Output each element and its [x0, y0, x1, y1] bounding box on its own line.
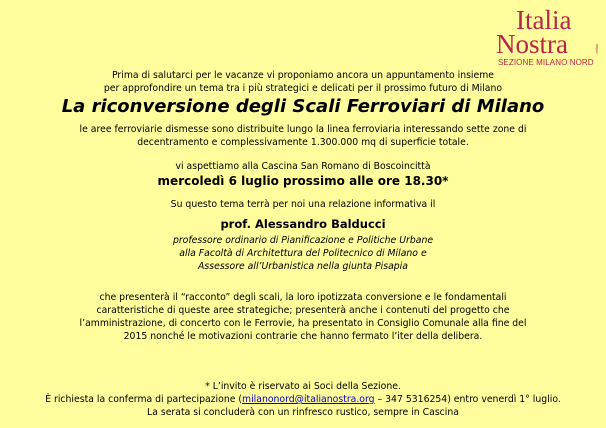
- summary-line-4: 2015 nonché le motivazioni contrarie che hanno fermato l’iter della delibera.: [123, 331, 483, 342]
- confirm-text-before: È richiesta la conferma di partecipazione (: [45, 394, 243, 405]
- logo-onlus: onlus: [594, 44, 599, 54]
- speaker-intro: Su questo tema terrà per noi una relazione informativa il: [170, 199, 436, 210]
- italia-nostra-logo: [488, 6, 604, 76]
- intro-line-2: per approfondire un tema tra i più strategici e delicati per il prossimo futuro di Milano: [103, 83, 503, 94]
- intro-line-1: Prima di salutarci per le vacanze vi proponiamo ancora un appuntamento insieme: [111, 70, 495, 81]
- speaker-name: prof. Alessandro Balducci: [220, 217, 386, 231]
- footer-confirm: [0, 393, 606, 406]
- confirm-text-after: – 347 5316254) entro venerdì 1° luglio.: [374, 394, 561, 405]
- description-line-2: decentramento e complessivamente 1.300.000 mq di superficie totale.: [137, 137, 469, 148]
- page-title: La riconversione degli Scali Ferroviari di Milano: [61, 96, 545, 117]
- logo-subtitle: SEZIONE MILANO NORD: [498, 58, 594, 67]
- speaker-role-3: Assessore all’Urbanistica nella giunta Pisapia: [198, 261, 408, 272]
- logo-line-italia: Italia: [516, 5, 572, 35]
- footer-note: * L’invito è riservato ai Soci della Sezione.: [205, 381, 401, 392]
- venue-text: vi aspettiamo alla Cascina San Romano di Boscoincittà: [175, 161, 431, 172]
- speaker-role-2: alla Facoltà di Architettura del Politecnico di Milano e: [179, 248, 427, 259]
- summary-line-1: che presenterà il “racconto” degli scali, la loro ipotizzata conversione e le fondamentali: [99, 292, 507, 303]
- description-line-1: le aree ferroviarie dismesse sono distribuite lungo la linea ferroviaria interessando sette zone di: [79, 124, 527, 135]
- summary-line-2: caratteristiche di queste aree strategiche; presenterà anche i contenuti del progetto che: [96, 305, 510, 316]
- logo-line-nostra: Nostra: [496, 29, 568, 59]
- footer-closing: La serata si concluderà con un rinfresco rustico, sempre in Cascina: [147, 407, 459, 418]
- event-date: mercoledì 6 luglio prossimo alle ore 18.30*: [157, 174, 449, 188]
- speaker-role-1: professore ordinario di Pianificazione e Politiche Urbane: [172, 235, 434, 246]
- email-link[interactable]: milanonord@italianostra.org: [242, 394, 375, 405]
- summary-line-3: l’amministrazione, di concerto con le Ferrovie, ha presentato in Consiglio Comunale alla fine del: [79, 318, 527, 329]
